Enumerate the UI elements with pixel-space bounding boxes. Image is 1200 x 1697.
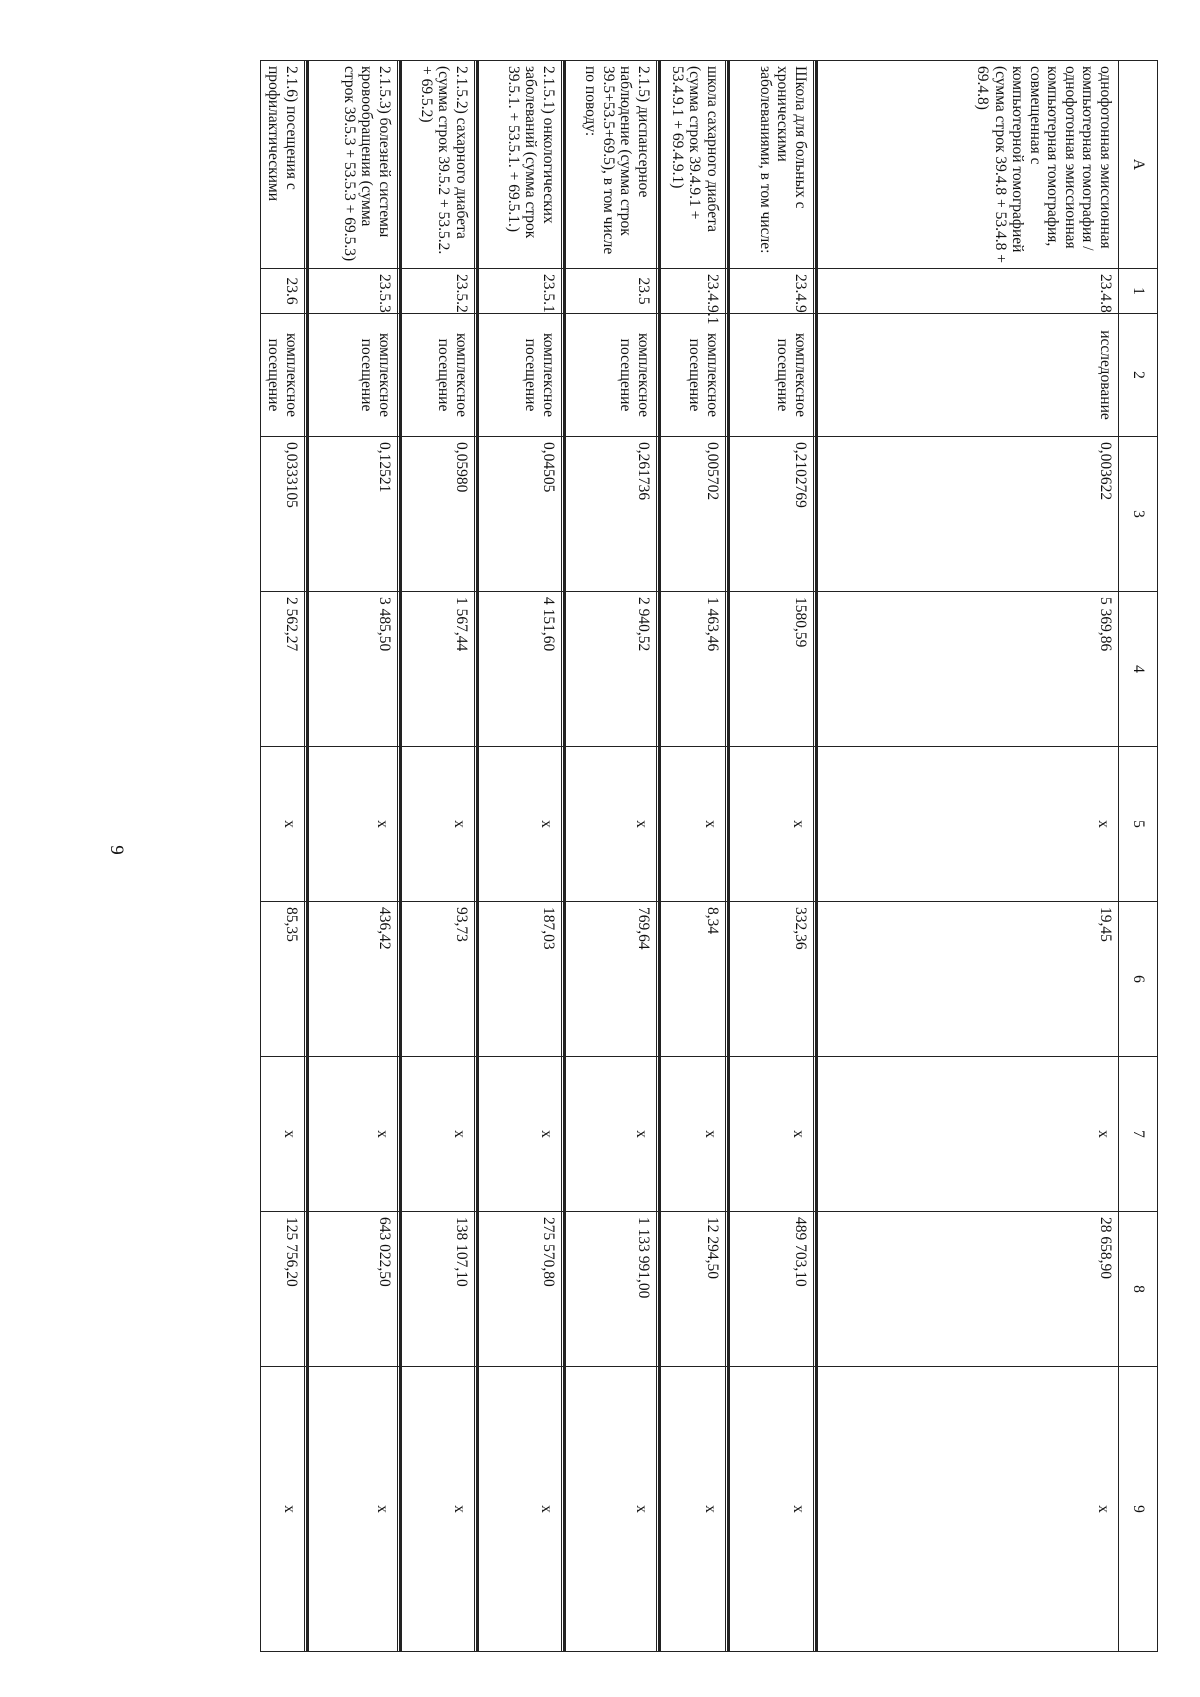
header-cell: 1 [1119, 269, 1158, 314]
header-cell: 9 [1119, 1367, 1158, 1652]
separator-cell [305, 437, 308, 592]
table-cell: x [401, 1057, 475, 1212]
table-cell: 8,34 [660, 902, 726, 1057]
table-cell: x [401, 1367, 475, 1652]
separator-cell [814, 1057, 817, 1212]
table-cell: 1 463,46 [660, 592, 726, 747]
separator-cell [398, 437, 401, 592]
separator-cell [562, 61, 565, 269]
separator-cell [305, 1212, 308, 1367]
table-cell: x [729, 747, 814, 902]
separator-cell [305, 1057, 308, 1212]
table-cell: x [478, 747, 562, 902]
row-separator [657, 61, 660, 1652]
separator-cell [657, 314, 660, 437]
separator-cell [814, 747, 817, 902]
table-row [660, 61, 726, 1652]
table-cell: 1 133 991,00 [565, 1212, 657, 1367]
separator-cell [726, 314, 729, 437]
separator-cell [814, 269, 817, 314]
table-cell: 0,2102769 [729, 437, 814, 592]
separator-cell [398, 269, 401, 314]
table-cell: 23.4.9.1 [660, 269, 726, 314]
separator-cell [475, 592, 478, 747]
table-cell: x [565, 1057, 657, 1212]
separator-cell [398, 1057, 401, 1212]
table-cell: 1 567,44 [401, 592, 475, 747]
table-cell: 23.4.9 [729, 269, 814, 314]
table-cell: комплексное посещение [478, 314, 562, 437]
table-cell: комплексное посещение [660, 314, 726, 437]
table-row [401, 61, 475, 1652]
separator-cell [305, 1367, 308, 1652]
table-cell: 769,64 [565, 902, 657, 1057]
separator-cell [657, 1057, 660, 1212]
separator-cell [475, 747, 478, 902]
table-cell: x [565, 1367, 657, 1652]
table-cell: 187,03 [478, 902, 562, 1057]
separator-cell [398, 902, 401, 1057]
table-cell: x [308, 1057, 398, 1212]
table-cell: 23.5 [565, 269, 657, 314]
separator-cell [657, 1212, 660, 1367]
table-cell: 0,0333105 [261, 437, 305, 592]
separator-cell [475, 1367, 478, 1652]
table-cell: x [478, 1367, 562, 1652]
table-cell: 5 369,86 [817, 592, 1119, 747]
row-description-cell: 2.1.5) диспансерное наблюдение (сумма строк 39.5+53.5+69.5), в том числе по поводу: [565, 61, 657, 269]
separator-cell [726, 1057, 729, 1212]
table-cell: 85,35 [261, 902, 305, 1057]
table-cell: комплексное посещение [729, 314, 814, 437]
table-cell: 436,42 [308, 902, 398, 1057]
row-description-cell: однофотонная эмиссионная компьютерная томография / однофотонная эмиссионная компьютерная томография, совмещенная с компьютерной томографией (сумма строк 39.4.8 + 53.4.8 + 69.4.8) [817, 61, 1119, 269]
separator-cell [726, 269, 729, 314]
separator-cell [562, 437, 565, 592]
table-cell: 23.5.1 [478, 269, 562, 314]
separator-cell [562, 1057, 565, 1212]
table-cell: 275 570,80 [478, 1212, 562, 1367]
table-cell: x [261, 1367, 305, 1652]
row-description-cell: 2.1.5.3) болезней системы кровообращения (сумма строк 39.5.3 + 53.5.3 + 69.5.3) [308, 61, 398, 269]
table-cell: исследование [817, 314, 1119, 437]
header-cell: 7 [1119, 1057, 1158, 1212]
row-separator [726, 61, 729, 1652]
table-cell: 489 703,10 [729, 1212, 814, 1367]
header-cell: 3 [1119, 437, 1158, 592]
separator-cell [726, 437, 729, 592]
table-row [308, 61, 398, 1652]
row-separator [398, 61, 401, 1652]
separator-cell [726, 1212, 729, 1367]
separator-cell [814, 437, 817, 592]
separator-cell [305, 269, 308, 314]
table-cell: 93,73 [401, 902, 475, 1057]
table-cell: 0,05980 [401, 437, 475, 592]
separator-cell [305, 747, 308, 902]
separator-cell [475, 314, 478, 437]
table-cell: x [478, 1057, 562, 1212]
separator-cell [475, 61, 478, 269]
separator-cell [305, 61, 308, 269]
data-table [260, 60, 1158, 1652]
row-separator [814, 61, 817, 1652]
separator-cell [562, 1212, 565, 1367]
separator-cell [398, 314, 401, 437]
table-cell: x [660, 1367, 726, 1652]
separator-cell [475, 269, 478, 314]
separator-cell [475, 902, 478, 1057]
table-cell: 23.6 [261, 269, 305, 314]
separator-cell [814, 1367, 817, 1652]
separator-cell [657, 747, 660, 902]
table-cell: 1580,59 [729, 592, 814, 747]
table-cell: x [729, 1057, 814, 1212]
row-separator [562, 61, 565, 1652]
table-cell: x [817, 747, 1119, 902]
table-cell: 28 658,90 [817, 1212, 1119, 1367]
table-cell: 2 562,27 [261, 592, 305, 747]
table-cell: 12 294,50 [660, 1212, 726, 1367]
separator-cell [398, 61, 401, 269]
row-separator [475, 61, 478, 1652]
row-description-cell: школа сахарного диабета (сумма строк 39.4.9.1 + 53.4.9.1 + 69.4.9.1) [660, 61, 726, 269]
row-description-cell: 2.1.5.2) сахарного диабета (сумма строк 39.5.2 + 53.5.2. + 69.5.2) [401, 61, 475, 269]
table-cell: 0,005702 [660, 437, 726, 592]
separator-cell [726, 1367, 729, 1652]
row-description-cell: 2.1.6) посещения с профилактическими [261, 61, 305, 269]
separator-cell [657, 592, 660, 747]
table-cell: 0,12521 [308, 437, 398, 592]
header-cell: 2 [1119, 314, 1158, 437]
table-cell: x [817, 1367, 1119, 1652]
separator-cell [562, 747, 565, 902]
table-cell: x [308, 1367, 398, 1652]
header-cell: А [1119, 61, 1158, 269]
separator-cell [398, 1367, 401, 1652]
separator-cell [475, 437, 478, 592]
separator-cell [726, 61, 729, 269]
table-cell: 23.5.2 [401, 269, 475, 314]
separator-cell [305, 314, 308, 437]
page-number: 9 [106, 845, 127, 855]
separator-cell [562, 592, 565, 747]
table-cell: x [261, 747, 305, 902]
table-cell: 3 485,50 [308, 592, 398, 747]
separator-cell [562, 314, 565, 437]
table-cell: x [401, 747, 475, 902]
table-cell: x [660, 747, 726, 902]
separator-cell [475, 1057, 478, 1212]
separator-cell [657, 61, 660, 269]
table-cell: комплексное посещение [261, 314, 305, 437]
separator-cell [562, 902, 565, 1057]
separator-cell [814, 1212, 817, 1367]
separator-cell [657, 1367, 660, 1652]
separator-cell [657, 902, 660, 1057]
table-cell: 332,36 [729, 902, 814, 1057]
separator-cell [305, 902, 308, 1057]
table-row [729, 61, 814, 1652]
separator-cell [305, 592, 308, 747]
table-cell: x [729, 1367, 814, 1652]
table-cell: комплексное посещение [308, 314, 398, 437]
header-cell: 8 [1119, 1212, 1158, 1367]
separator-cell [398, 592, 401, 747]
separator-cell [657, 437, 660, 592]
separator-cell [398, 747, 401, 902]
separator-cell [814, 314, 817, 437]
table-cell: x [261, 1057, 305, 1212]
table-cell: 0,261736 [565, 437, 657, 592]
separator-cell [475, 1212, 478, 1367]
header-cell: 5 [1119, 747, 1158, 902]
table-cell: комплексное посещение [565, 314, 657, 437]
separator-cell [726, 902, 729, 1057]
separator-cell [814, 592, 817, 747]
separator-cell [562, 269, 565, 314]
separator-cell [657, 269, 660, 314]
rotated-table-wrapper [178, 60, 1158, 1651]
table-cell: 19,45 [817, 902, 1119, 1057]
table-cell: x [565, 747, 657, 902]
table-cell: комплексное посещение [401, 314, 475, 437]
header-cell: 6 [1119, 902, 1158, 1057]
table-cell: 2 940,52 [565, 592, 657, 747]
separator-cell [398, 1212, 401, 1367]
table-cell: x [660, 1057, 726, 1212]
table-cell: 23.5.3 [308, 269, 398, 314]
header-cell: 4 [1119, 592, 1158, 747]
separator-cell [726, 592, 729, 747]
separator-cell [562, 1367, 565, 1652]
table-cell: x [308, 747, 398, 902]
separator-cell [814, 61, 817, 269]
table-row [478, 61, 562, 1652]
table-row [817, 61, 1119, 1652]
row-separator [305, 61, 308, 1652]
table-row [261, 61, 305, 1652]
header-row [1119, 61, 1158, 1652]
table-row [565, 61, 657, 1652]
table-cell: 138 107,10 [401, 1212, 475, 1367]
table-cell: 0,003622 [817, 437, 1119, 592]
table-cell: 643 022,50 [308, 1212, 398, 1367]
row-description-cell: 2.1.5.1) онкологических заболеваний (сумма строк 39.5.1. + 53.5.1. + 69.5.1.) [478, 61, 562, 269]
table-cell: 4 151,60 [478, 592, 562, 747]
table-cell: 23.4.8 [817, 269, 1119, 314]
separator-cell [814, 902, 817, 1057]
table-cell: x [817, 1057, 1119, 1212]
table-cell: 0,04505 [478, 437, 562, 592]
table-cell: 125 756,20 [261, 1212, 305, 1367]
separator-cell [726, 747, 729, 902]
row-description-cell: Школа для больных с хроническими заболеваниями, в том числе: [729, 61, 814, 269]
